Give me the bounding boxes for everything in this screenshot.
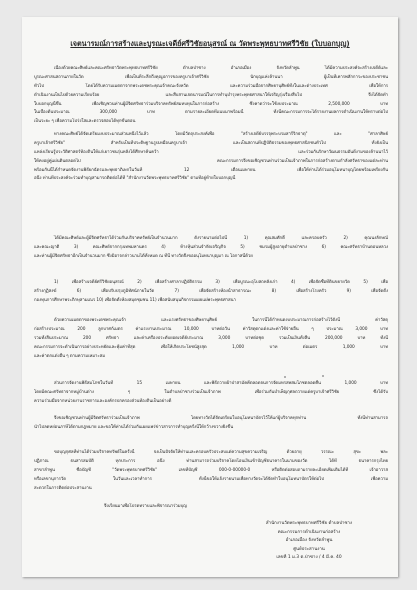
paragraph bbox=[34, 449, 388, 493]
text-line: ส่วนการจัดงานพิธีสมโภชในวันที่ 15 เมษายน และพิธีถวายผ้าป่าสามัคคีตลอดจนการจัดมหรสพสมโภชตลอดคืน 1,000 บาท bbox=[54, 381, 388, 386]
signature-line: เลขที่ 1 ม.3 ต.ป่าซาง / 4 มี.ค. 40 bbox=[276, 555, 342, 561]
text-line: ก่อสร้างประมาณ 200 ลูกบาศก์เมตร ค่าแรงงานประมาณ 10,000 บาทต่อวัน ค่าวัสดุตกแต่งและค่าใช้จ่ายอื่น ๆ ประมาณ 3,000 บาท bbox=[34, 326, 388, 332]
scan-speck bbox=[322, 375, 324, 377]
text-line: ในเบื้องต้นประมาณ 300,000 บาท ตามรายละเอียดที่แนบมาพร้อมนี้ ทั้งนี้คณะกรรมการจะได้รายงานผลการดำเนินงานให้ทราบต่อไป bbox=[34, 110, 388, 116]
text-line: ใบบอกบุญนี้ขึ้น เพื่อเชิญชวนท่านผู้มีจิตศรัทธาร่วมบริจาคทรัพย์สมทบทุนในการก่อสร้าง ซึ่งคาดว่าจะใช้งบประมาณ 2,500,000 บาท bbox=[34, 101, 388, 107]
text-line: ขอบุญกุศลที่ท่านได้ร่วมบริจาคทรัพย์ในครั้งนี้ จงเป็นปัจจัยให้ท่านและครอบครัวประสบแต่ความสุขความเจริญ ด้วยอายุ วรรณะ สุขะ พละ bbox=[54, 450, 388, 455]
text-line: ทางคณะศิษย์ได้จัดเตรียมงบประมาณส่วนหนึ่งไว้แล้ว โดยมีวัตถุประสงค์เพื่อ "สร้างเจดีย์บรรจุพระบรมสารีริกธาตุ" และ "ศาลาศิษย์ bbox=[54, 132, 388, 137]
signature-line: อำเภอเมือง จังหวัดลำพูน bbox=[285, 538, 333, 544]
document-title: เจตนารมณ์การสร้างและบูรณะเจดีย์ศรีวิชัยอนุสรณ์ ณ วัดพระพุทธบาทศรีวิชัย (ใบบอกบุญ) bbox=[70, 39, 350, 48]
closing-paragraph bbox=[34, 503, 388, 512]
text-line: สะดวกในการติดต่อประสานงาน bbox=[34, 485, 92, 491]
text-line: คณะกรรมการจะดำเนินการอย่างประหยัดและคุ้มค่าที่สุด เพื่อให้เกิดประโยชน์สูงสุด 1,000 บาท ต่อเมตร 1,000 บาท bbox=[34, 344, 388, 350]
signature-line: สำนักงานวัดพระพุทธบาทศรีวิชัย ตำบลป่าซาง bbox=[265, 521, 353, 526]
text-line: ให้คงอยู่คู่แผ่นดินตลอดไป คณะกรรมการจึงขอเชิญชวนท่านร่วมเป็นเจ้าภาพในการก่อสร้างตามกำลังศรัทธาของแต่ละท่าน bbox=[34, 158, 388, 164]
text-line: เป็นระยะ ๆ เพื่อความโปร่งใสและตรวจสอบได้ทุกขั้นตอน bbox=[34, 119, 136, 125]
text-line: ความร่วมมือจากหน่วยงานราชการและองค์กรปกครองส่วนท้องถิ่นเป็นอย่างดี bbox=[34, 398, 172, 404]
text-line: ทั่วไป โดยได้รับความเมตตาจากพระเดชพระคุณเจ้าคณะจังหวัด และความร่วมมือจากศิษยานุศิษย์ทั้งในและต่างประเทศ เพื่อให้การ bbox=[34, 83, 388, 89]
text-line: และท่านผู้มีจิตศรัทธาอีกเป็นจำนวนมาก ซึ่งมิอาจกล่าวนามได้ทั้งหมด ณ ที่นี้ ทางวัดจึงขออนุโมทนาบุญมา ณ โอกาสนี้ด้วย bbox=[34, 253, 253, 259]
signature-line: คณะกรรมการดำเนินงานก่อสร้าง bbox=[277, 529, 341, 535]
signature-line: ศูนย์ประสานงาน bbox=[293, 546, 325, 552]
text-line: แหล่งเรียนรู้ประวัติศาสตร์ท้องถิ่นให้แก่เยาวชนรุ่นหลังได้ศึกษาค้นคว้า และร่วมกันรักษาวัฒนธรรมอันดีงามของล้านนาไว้ bbox=[34, 149, 388, 155]
text-line: พร้อมกันนี้ได้กำหนดจัดงานพิธียกฉัตรและพุทธาภิเษกในวันที่ 12 เดือนเมษายน เพื่อให้ท่านได้ร่วมอนุโมทนาบุญโดยพร้อมเพรียงกัน bbox=[34, 167, 388, 173]
text-line: บูรณะศาสนสถานภายในวัด เพื่อเป็นที่ระลึกถึงคุณูปการของครูบาเจ้าศรีวิชัย นักบุญแห่งล้านนา ผู้เป็นที่เคารพสักการะของประชาชน bbox=[34, 74, 388, 80]
text-line: เนื่องด้วยคณะศิษย์และคณะศรัทธาวัดพระพุทธบาทศรีวิชัย ตำบลป่าซาง อำเภอเมือง จังหวัดลำพูน ได้มีความประสงค์จะสร้างเจดีย์และ bbox=[54, 66, 388, 71]
paragraph bbox=[34, 235, 388, 262]
text-line: สร้างกุฏิสงฆ์ 6) เพื่อปรับปรุงภูมิทัศน์ภายในวัด 7) เพื่อจัดสร้างห้องน้ำสาธารณะ 8) เพื่อสร้างโรงครัว 9) เพื่อจัดตั้ง bbox=[34, 288, 388, 294]
signature-block bbox=[232, 520, 386, 563]
text-line: สาขาลำพูน ชื่อบัญชี "วัดพระพุทธบาทศรีวิชัย" เลขที่บัญชี 000-0-00000-0 หรือติดต่อสอบถามรายละเอียดเพิ่มเติมได้ที่ เจ้าอาวาส bbox=[34, 467, 388, 473]
text-line: ครูบาเจ้าศรีวิชัย" สำหรับเป็นที่ประดิษฐานรูปเหมือนครูบาเจ้า และเป็นสถานที่ปฏิบัติธรรมของพุทธศาสนิกชนทั่วไป ทั้งยังเป็น bbox=[34, 140, 388, 146]
text-line: 1) เพื่อสร้างเจดีย์ศรีวิชัยอนุสรณ์ 2) เพื่อสร้างศาลาปฏิบัติธรรม 3) เพื่อบูรณะอุโบสถหลังเก่า 4) เพื่อจัดซื้อที่ดินขยายวัด 5) เพื่อ bbox=[54, 280, 388, 285]
paragraph bbox=[34, 317, 388, 361]
paragraph bbox=[34, 380, 388, 407]
text-line: ปฏิภาณ ธนสารสมบัติ ทุกประการ อนึ่ง ท่านสามารถร่วมบริจาคโดยโอนเงินเข้าบัญชีธนาคารในนามของวัด ได้ที่ ธนาคารกรุงไทย bbox=[34, 458, 388, 464]
closing-text: จึงเรียนมาเพื่อโปรดทราบและพิจารณาร่วมบุญ bbox=[104, 504, 187, 509]
paragraph bbox=[34, 279, 388, 306]
text-line: หรือเลขานุการวัด ในวันและเวลาทำการ ทั้งนี้ขอให้แจ้งรายนามเพื่อทางวัดจะได้จัดทำใบอนุโมทนาบัตรให้ต่อไป เพื่อความ bbox=[34, 476, 388, 482]
paragraph bbox=[34, 65, 388, 127]
text-line: จึงขอเชิญชวนท่านผู้มีจิตศรัทธาร่วมเป็นเจ้าภาพ โดยทางวัดได้จัดเตรียมใบอนุโมทนาบัตรไว้ให้แก่ผู้บริจาคทุกท่าน ทั้งนี้ท่านสามารถ bbox=[54, 416, 388, 421]
text-line: ได้มีคณะศิษย์และผู้มีจิตศรัทธาได้ร่วมกันบริจาคทรัพย์เป็นจำนวนมาก ดังรายนามต่อไปนี้ 1) คุณสมศักดิ์ และครอบครัว 2) คุณนงลักษณ์ bbox=[54, 236, 388, 241]
paragraph bbox=[34, 131, 388, 184]
text-line: อนึ่ง ท่านที่ประสงค์จะร่วมทำบุญสามารถติดต่อได้ที่ "สำนักงานวัดพระพุทธบาทศรีวิชัย" ตามที่อยู่ท้ายใบบอกบุญนี้ bbox=[34, 176, 236, 182]
text-line: รวมทั้งสิ้นประมาณ 200 ศรัทธา และค่าเครื่องประดับยอดเจดีย์ประมาณ 3,000 บาทต่อชุด รวมเป็นเงินทั้งสิ้น 200,000 บาท ทั้งนี้ bbox=[34, 335, 388, 341]
text-line: และค่าตกแต่งอื่น ๆ ตามความเหมาะสม bbox=[34, 353, 106, 359]
text-line: นำไปลดหย่อนภาษีได้ตามกฎหมาย และขอให้ท่านได้ร่วมกันเผยแพร่ข่าวสารการทำบุญครั้งนี้ให้กว้างขวางยิ่งขึ้น bbox=[34, 424, 234, 430]
text-line: โดยมีคณะศรัทธาจากหมู่บ้านต่าง ๆ ในตำบลป่าซางร่วมเป็นเจ้าภาพ เพื่อร่วมกันบำเพ็ญกุศลถวายแด่ครูบาเจ้าศรีวิชัย ซึ่งได้รับ bbox=[34, 389, 388, 395]
text-line: กองทุนการศึกษาพระภิกษุสามเณร 10) เพื่อจัดตั้งห้องสมุดชุมชน 11) เพื่อสนับสนุนกิจกรรมเผยแผ่พระพุทธศาสนา bbox=[34, 297, 236, 303]
text-line: และคณะญาติ 3) คณะศิษย์จากกรุงเทพมหานคร 4) ห้างหุ้นส่วนจำกัดเจริญกิจ 5) ชมรมผู้สูงอายุตำบลป่าซาง 6) คณะศรัทธาบ้านดอนหลวง bbox=[34, 244, 388, 250]
paragraph bbox=[34, 415, 388, 433]
text-line: ดำเนินงานเป็นไปด้วยความเรียบร้อย และสืบสานเจตนารมณ์ในการทำนุบำรุงพระพุทธศาสนาให้เจริญรุ่งเรืองสืบไป จึงได้จัดทำ bbox=[34, 92, 388, 98]
document-page bbox=[22, 17, 398, 577]
text-line: ด้วยความเมตตาของพระเดชพระคุณเจ้า และแรงศรัทธาของศิษยานุศิษย์ ในการนี้ได้กำหนดงบประมาณการก่อสร้างไว้ดังนี้ ค่าวัสดุ bbox=[54, 318, 388, 323]
scan-speck bbox=[284, 376, 286, 378]
